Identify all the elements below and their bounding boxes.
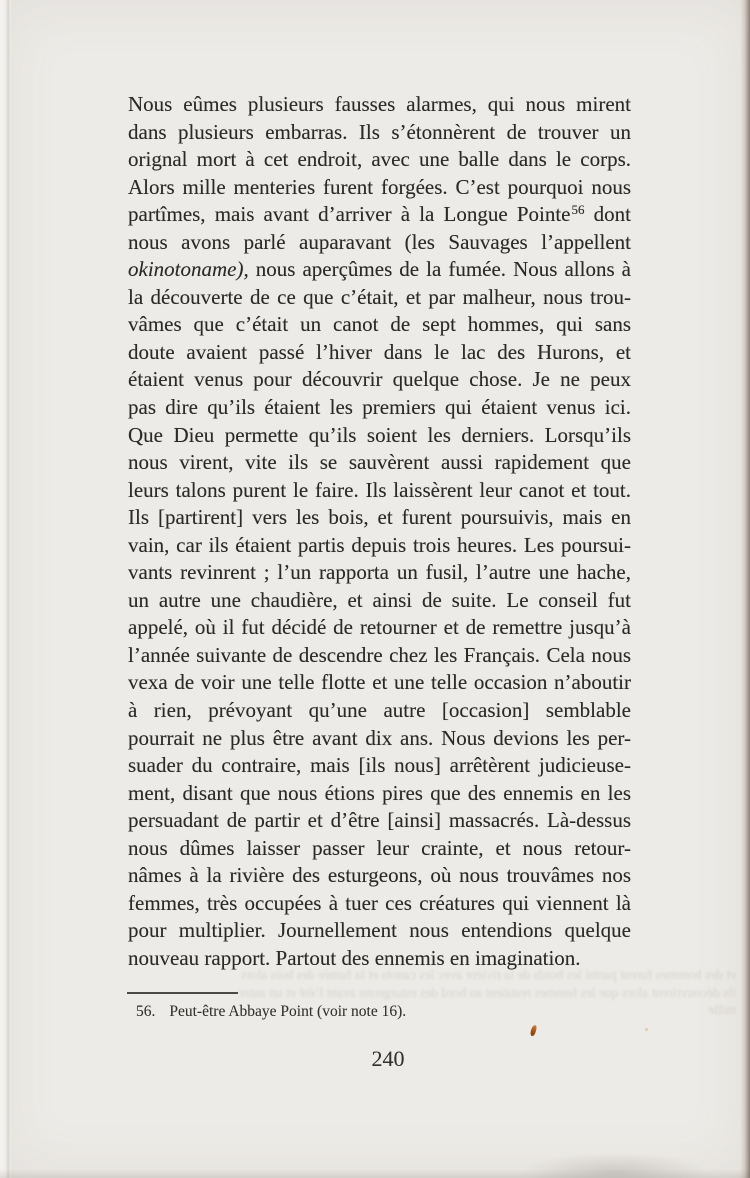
text-segment: pour multiplier. Journellement nous entendions quelque	[128, 918, 631, 943]
text-segment: l’année suivante de descendre chez les Français. Cela nous	[128, 642, 631, 667]
body-text-line	[128, 890, 631, 918]
body-text-line	[128, 146, 631, 174]
text-segment: nous aperçûmes de la fumée. Nous allons à	[248, 257, 631, 282]
page-right-edge-shadow	[740, 0, 750, 1178]
body-text-line	[128, 642, 631, 670]
body-text-line	[128, 780, 631, 808]
body-text-line	[128, 174, 631, 202]
body-text-line	[128, 422, 631, 450]
text-segment: Nous eûmes plusieurs fausses alarmes, qui nous mirent	[128, 92, 631, 116]
text-segment: persuadant de partir et d’être [ainsi] massacrés. Là-dessus	[128, 808, 631, 833]
body-text-line	[128, 807, 631, 835]
text-segment: pourrait ne plus être avant dix ans. Nous devions les per-	[128, 725, 631, 750]
body-text-line	[128, 752, 631, 780]
footnote-separator	[127, 992, 238, 994]
text-segment: appelé, où il fut décidé de retourner et de remettre jusqu’à	[128, 615, 631, 640]
body-text	[128, 91, 631, 973]
body-text-line	[128, 449, 631, 477]
text-segment: ment, disant que nous étions pires que des ennemis en les	[128, 780, 631, 805]
body-text-line	[128, 339, 631, 367]
showthrough-line: ils découvrirent alors que les femmes restaient au bord des esturgeons avant l’été et un autre	[238, 984, 736, 1000]
text-segment: partîmes, mais avant d’arriver à la Longue Pointe	[128, 202, 571, 227]
text-segment: à rien, prévoyant qu’une autre [occasion] semblable	[128, 698, 631, 723]
footnote-reference: 56	[571, 202, 585, 218]
body-text-line	[128, 725, 631, 753]
body-text-line	[128, 229, 631, 257]
text-segment: suader du contraire, mais [ils nous] arrêtèrent judicieuse-	[128, 753, 631, 778]
body-text-line	[128, 284, 631, 312]
footnote-text: Peut-être Abbaye Point (voir note 16).	[169, 1003, 407, 1020]
text-segment: orignal mort à cet endroit, avec une balle dans le corps.	[128, 147, 631, 172]
page-left-edge-shadow	[0, 0, 11, 1178]
showthrough-line: mille	[708, 1002, 736, 1017]
body-text-line	[128, 835, 631, 863]
text-segment: Que Dieu permette qu’ils soient les derniers. Lorsqu’ils	[128, 422, 631, 447]
body-text-line	[128, 862, 631, 890]
text-segment: okinotoname),	[128, 257, 249, 282]
body-text-line	[128, 394, 631, 422]
text-segment: Alors mille menteries furent forgées. C’est pourquoi nous	[128, 174, 631, 199]
text-segment: Ils [partirent] vers les bois, et furent poursuivis, mais en	[128, 505, 631, 530]
text-segment: la découverte de ce que c’était, et par malheur, nous trou-	[128, 284, 631, 309]
text-segment: vexa de voir une telle flotte et une telle occasion n’aboutir	[128, 670, 631, 695]
body-text-line	[128, 669, 631, 697]
text-segment: étaient venus pour découvrir quelque chose. Je ne peux	[128, 367, 631, 392]
body-text-line	[128, 477, 631, 505]
text-segment: un autre une chaudière, et ainsi de suite. Le conseil fut	[128, 587, 631, 612]
ink-speck	[530, 1025, 537, 1037]
body-text-line	[128, 201, 631, 229]
footnote-number: 56.	[136, 1003, 156, 1020]
text-segment: nouveau rapport. Partout des ennemis en imagination.	[128, 945, 581, 970]
text-segment: vâmes que c’était un canot de sept hommes, qui sans	[128, 312, 631, 337]
text-segment: doute avaient passé l’hiver dans le lac des Hurons, et	[128, 339, 631, 364]
body-text-line	[128, 504, 631, 532]
body-text-line	[128, 366, 631, 394]
text-segment: dont	[584, 202, 631, 227]
bottom-corner-shadow	[520, 1152, 710, 1178]
text-segment: nous avons parlé auparavant (les Sauvages l’appellent	[128, 229, 631, 254]
text-segment: nous virent, vite ils se sauvèrent aussi rapidement que	[128, 450, 631, 475]
body-text-line	[128, 311, 631, 339]
body-text-line	[128, 91, 631, 119]
body-text-line	[128, 917, 631, 945]
text-segment: pas dire qu’ils étaient les premiers qui étaient venus ici.	[128, 395, 631, 420]
body-text-line	[128, 697, 631, 725]
text-segment: vain, car ils étaient partis depuis trois heures. Les poursui-	[128, 532, 631, 557]
body-text-line	[128, 532, 631, 560]
text-segment: dans plusieurs embarras. Ils s’étonnèrent de trouver un	[128, 119, 631, 144]
footnote	[136, 1002, 596, 1022]
text-segment: femmes, très occupées à tuer ces créatures qui viennent là	[128, 890, 631, 915]
body-text-line	[128, 945, 631, 973]
dust-speck	[645, 1028, 648, 1031]
body-text-line	[128, 559, 631, 587]
text-segment: leurs talons purent le faire. Ils laissèrent leur canot et tout.	[128, 477, 631, 502]
text-segment: nâmes à la rivière des esturgeons, où nous trouvâmes nos	[128, 863, 631, 888]
text-segment: vants revinrent ; l’un rapporta un fusil, l’autre une hache,	[128, 560, 631, 585]
text-segment: nous dûmes laisser passer leur crainte, et nous retour-	[128, 835, 631, 860]
showthrough-line: et des hommes furent parmi les bords de la rivière avec les canots et la fumée des bois alors	[241, 967, 736, 982]
page-number: 240	[371, 1046, 405, 1071]
body-text-line	[128, 119, 631, 147]
body-text-line	[128, 614, 631, 642]
body-text-line	[128, 587, 631, 615]
body-text-line	[128, 256, 631, 284]
